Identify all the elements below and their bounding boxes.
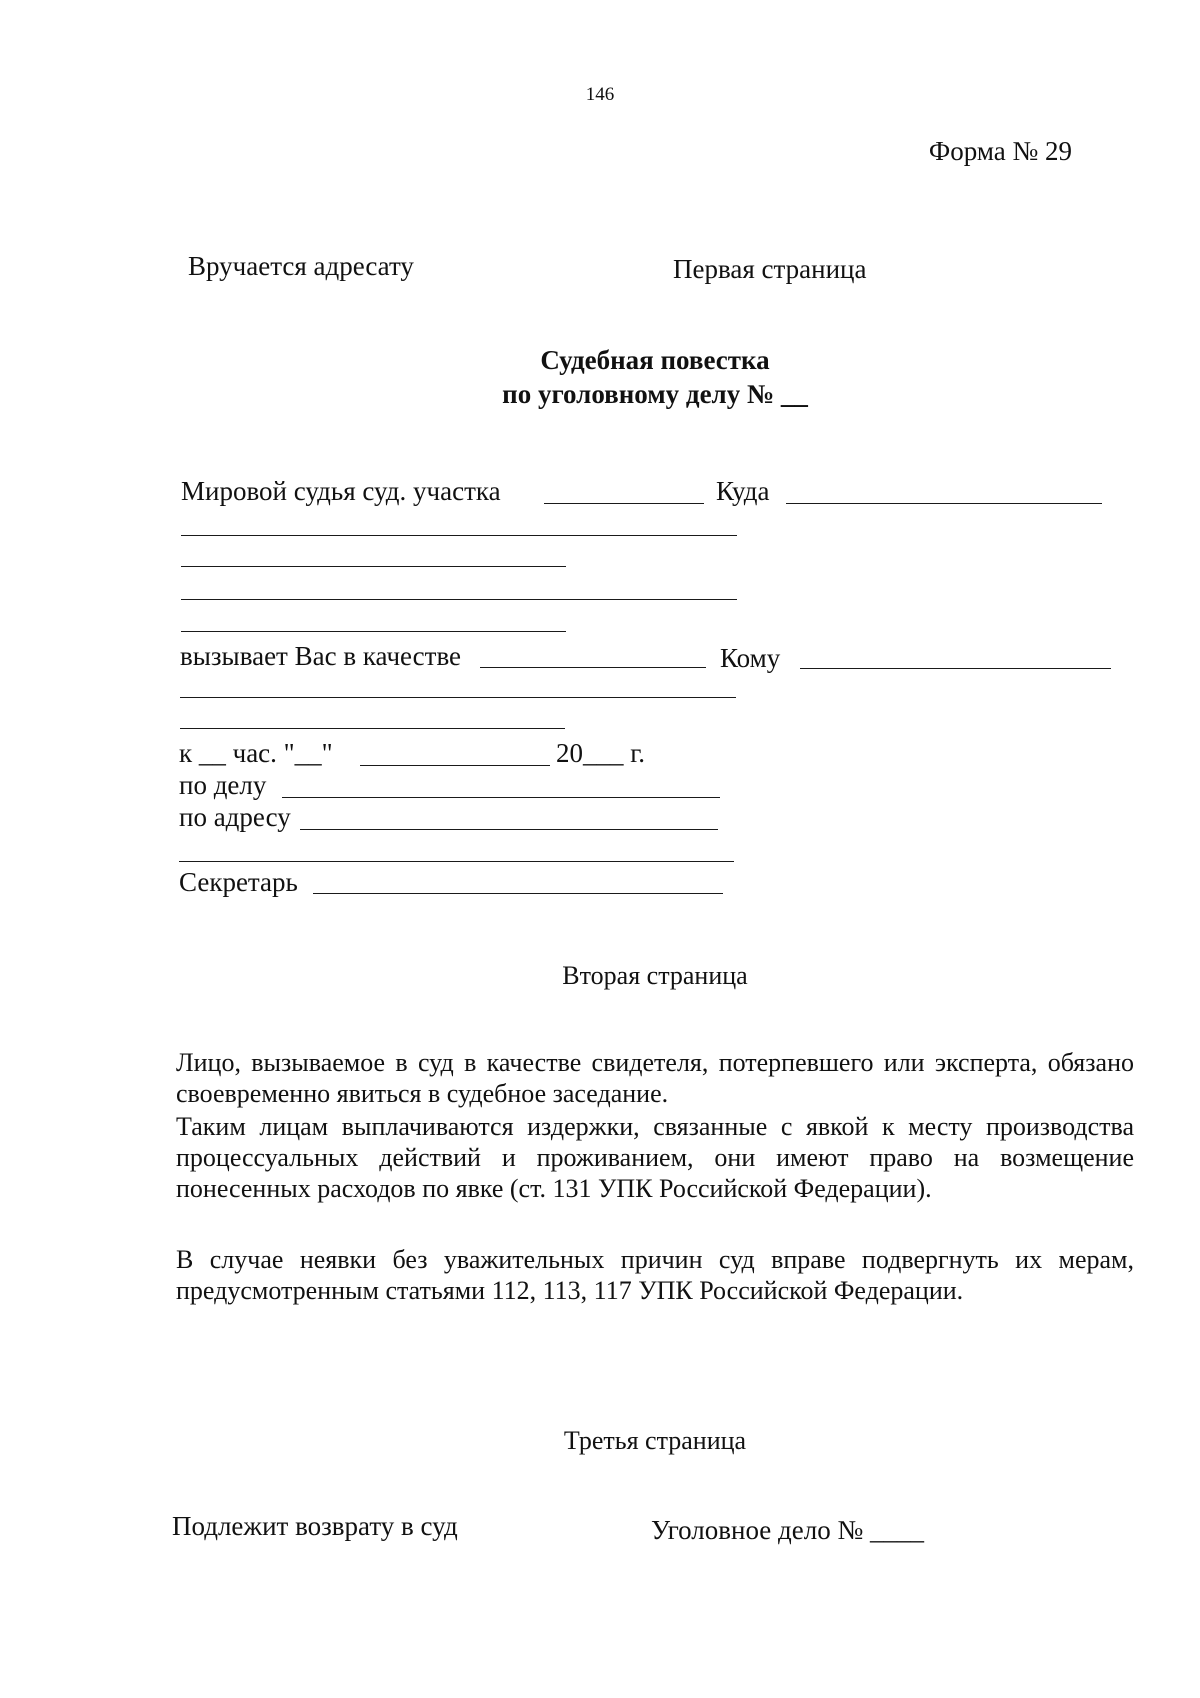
summons-title: Судебная повестка (540, 345, 770, 375)
summons-subtitle: по уголовному делу № __ (502, 379, 808, 409)
paragraph-obligation: Лицо, вызываемое в суд в качестве свидетеля, потерпевшего или эксперта, обязано своевременно явиться в судебное заседание. (176, 1048, 1134, 1108)
third-page-title: Третья страница (563, 1426, 747, 1455)
whom-field[interactable] (800, 668, 1111, 669)
whom-label: Кому (720, 643, 781, 673)
year-label: 20___ г. (556, 738, 646, 768)
case-field[interactable] (282, 797, 720, 798)
court-district-field[interactable] (544, 503, 704, 504)
summons-as-label: вызывает Вас в качестве (180, 641, 462, 671)
where-label: Куда (716, 476, 770, 506)
role-line-2[interactable] (180, 728, 565, 729)
second-page-title: Вторая страница (562, 961, 748, 990)
role-line-1[interactable] (180, 697, 736, 698)
summons-role-field[interactable] (480, 667, 706, 668)
where-field[interactable] (786, 503, 1102, 504)
secretary-label: Секретарь (179, 867, 298, 897)
return-to-court-label: Подлежит возврату в суд (172, 1511, 458, 1541)
form-number: Форма № 29 (928, 136, 1072, 166)
judge-name-line-1[interactable] (181, 535, 737, 536)
address-line-2[interactable] (179, 861, 734, 862)
first-page-title: Первая страница (673, 254, 867, 284)
judge-name-line-4[interactable] (181, 631, 566, 632)
judge-label: Мировой судья суд. участка (181, 476, 501, 506)
judge-name-line-2[interactable] (181, 566, 566, 567)
delivered-to-label: Вручается адресату (188, 251, 414, 281)
judge-name-line-3[interactable] (181, 599, 737, 600)
case-label: по делу (179, 770, 267, 800)
paragraph-expenses: Таким лицам выплачиваются издержки, связанные с явкой к месту производства процессуальных действий и проживанием, они имеют право на возмещение понесенных расходов по явке (ст. 131 УПК Российской Федерации). (176, 1112, 1134, 1203)
time-label: к __ час. "__" (179, 738, 333, 768)
criminal-case-number-label: Уголовное дело № ____ (651, 1515, 924, 1545)
address-label: по адресу (179, 802, 291, 832)
paragraph-penalties: В случае неявки без уважительных причин суд вправе подвергнуть их мерам, предусмотренным статьями 112, 113, 117 УПК Российской Федерации. (176, 1245, 1134, 1305)
address-field[interactable] (300, 829, 718, 830)
page-number: 146 (585, 84, 615, 105)
secretary-field[interactable] (313, 893, 723, 894)
month-field[interactable] (360, 765, 550, 766)
